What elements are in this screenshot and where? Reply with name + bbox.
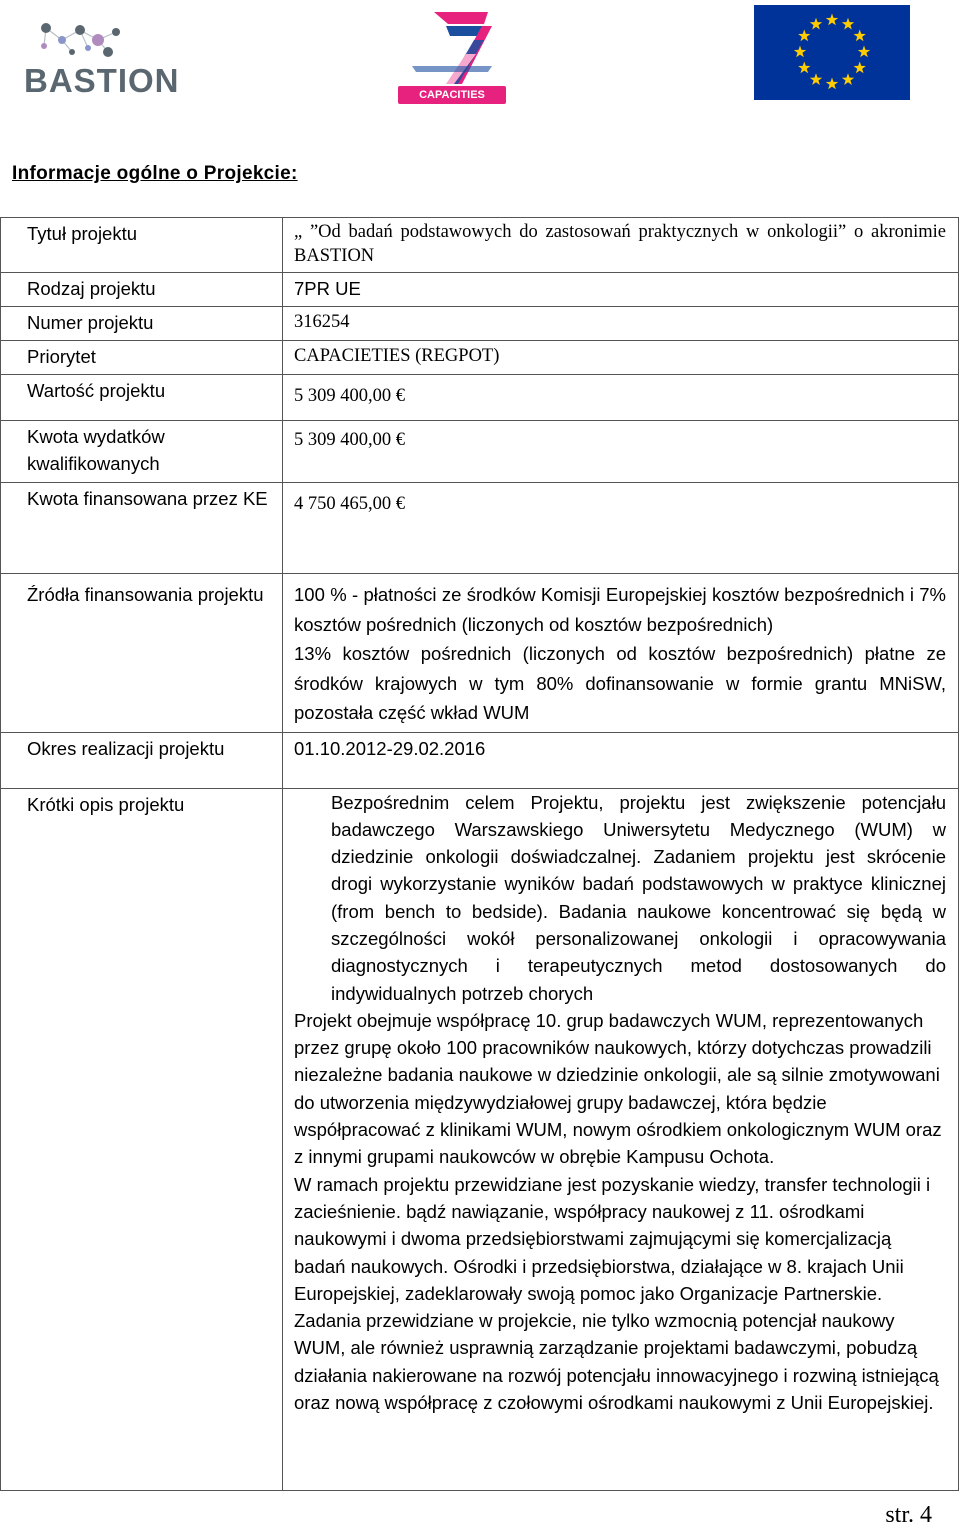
description-paragraph: Zadania przewidziane w projekcie, nie tylko wzmocnią potencjał naukowy WUM, ale również usprawnią zarządzanie projektami badawczymi, pobudzą działania nakierowane na rozwój potencjału innowacyjnego i rozwiną istniejącą oraz nową współpracę z czołowymi ośrodkami naukowymi z Unii Europejskiej. bbox=[294, 1310, 939, 1414]
table-row bbox=[1, 307, 959, 341]
table-row bbox=[1, 341, 959, 375]
eu-star-icon bbox=[798, 62, 810, 74]
row-label: Numer projektu bbox=[1, 307, 283, 341]
eu-star-icon bbox=[854, 62, 866, 74]
table-row bbox=[1, 273, 959, 307]
period-value: 01.10.2012-29.02.2016 bbox=[283, 732, 959, 788]
project-title-value: „ ”Od badań podstawowych do zastosowań praktycznych w onkologii” o akronimie BASTION bbox=[283, 218, 959, 273]
row-label: Okres realizacji projektu bbox=[1, 732, 283, 788]
eu-star-icon bbox=[842, 18, 854, 30]
bastion-network-graphic bbox=[22, 18, 172, 66]
eu-star-icon bbox=[794, 46, 806, 58]
eu-star-icon bbox=[826, 14, 838, 26]
row-label: Krótki opis projektu bbox=[1, 788, 283, 1490]
fp7-capacities-logo bbox=[392, 6, 512, 106]
table-row bbox=[1, 375, 959, 421]
project-value-amount: 5 309 400,00 € bbox=[283, 375, 959, 421]
eu-star-icon bbox=[798, 30, 810, 42]
eu-star-icon bbox=[858, 46, 870, 58]
funding-sources-line-1: 100 % - płatności ze środków Komisji Europejskiej kosztów bezpośrednich i 7% kosztów pośrednich (liczonych od kosztów bezpośrednich) bbox=[294, 584, 946, 635]
table-row bbox=[1, 732, 959, 788]
description-value bbox=[283, 788, 959, 1490]
row-label: Priorytet bbox=[1, 341, 283, 375]
page-number: str. 4 bbox=[885, 1502, 932, 1528]
bastion-logo bbox=[22, 18, 182, 98]
description-paragraph: Projekt obejmuje współpracę 10. grup badawczych WUM, reprezentowanych przez grupę około 100 pracowników naukowych, którzy dotychczas prowadzili niezależne badania naukowe w dziedzinie onkologii, ale są silnie zmotywowani do utworzenia międzywydziałowej grupy badawczej, która będzie współpracować z klinikami WUM, nowym ośrodkiem onkologicznym WUM oraz z innymi grupami naukowców w obrębie Kampusu Ochota. bbox=[294, 1009, 942, 1168]
row-label: Kwota wydatków kwalifikowanych bbox=[1, 421, 283, 483]
row-label: Tytuł projektu bbox=[1, 218, 283, 273]
eu-star-icon bbox=[810, 73, 822, 85]
eu-star-icon bbox=[854, 30, 866, 42]
row-label: Źródła finansowania projektu bbox=[1, 574, 283, 733]
eu-flag-logo bbox=[754, 5, 910, 100]
funding-sources-value bbox=[283, 574, 959, 733]
table-row bbox=[1, 574, 959, 733]
ec-funding-value: 4 750 465,00 € bbox=[283, 483, 959, 574]
description-paragraph: W ramach projektu przewidziane jest pozyskanie wiedzy, transfer technologii i zacieśnienie. bądź nawiązanie, współpracy naukowej z 11. ośrodkami naukowymi i dwoma przedsiębiorstwami zajmującymi się komercjalizacją badań naukowych. Ośrodki i przedsiębiorstwa, działające w 8. krajach Unii Europejskiej, zadeklarowały swoją pomoc jako Organizacje Partnerskie. bbox=[294, 1173, 931, 1304]
project-info-table bbox=[0, 217, 959, 1491]
eu-star-icon bbox=[842, 73, 854, 85]
row-label: Wartość projektu bbox=[1, 375, 283, 421]
table-row bbox=[1, 483, 959, 574]
funding-sources-line-2: 13% kosztów pośrednich (liczonych od kosztów bezpośrednich) płatne ze środków krajowych w tym 80% dofinansowanie w formie grantu MNiSW, pozostała część wkład WUM bbox=[294, 643, 946, 723]
row-label: Rodzaj projektu bbox=[1, 273, 283, 307]
project-number-value: 316254 bbox=[283, 307, 959, 341]
eu-star-icon bbox=[826, 78, 838, 90]
section-title: Informacje ogólne o Projekcie: bbox=[12, 163, 298, 184]
table-row bbox=[1, 218, 959, 273]
row-label: Kwota finansowana przez KE bbox=[1, 483, 283, 574]
capacities-label: CAPACITIES bbox=[398, 86, 506, 104]
table-row bbox=[1, 788, 959, 1490]
eligible-costs-value: 5 309 400,00 € bbox=[283, 421, 959, 483]
description-paragraph: Bezpośrednim celem Projektu, projektu jest zwiększenie potencjału badawczego Warszawskiego Uniwersytetu Medycznego (WUM) w dziedzinie onkologii doświadczalnej. Zadaniem projektu jest skrócenie drogi wykorzystanie wyników badań podstawowych w praktyce klinicznej (from bench to bedside). Badania naukowe koncentrować się będą w szczególności wokół personalizowanej onkologii i opracowywania diagnostycznych i terapeutycznych metod dostosowanych do indywidualnych potrzeb chorych bbox=[331, 791, 946, 1004]
table-row bbox=[1, 421, 959, 483]
priority-value: CAPACIETIES (REGPOT) bbox=[283, 341, 959, 375]
eu-stars-icon bbox=[754, 5, 910, 100]
fp7-seven-graphic bbox=[392, 6, 512, 86]
bastion-wordmark: BASTION bbox=[24, 62, 180, 99]
eu-star-icon bbox=[810, 18, 822, 30]
project-type-value: 7PR UE bbox=[283, 273, 959, 307]
